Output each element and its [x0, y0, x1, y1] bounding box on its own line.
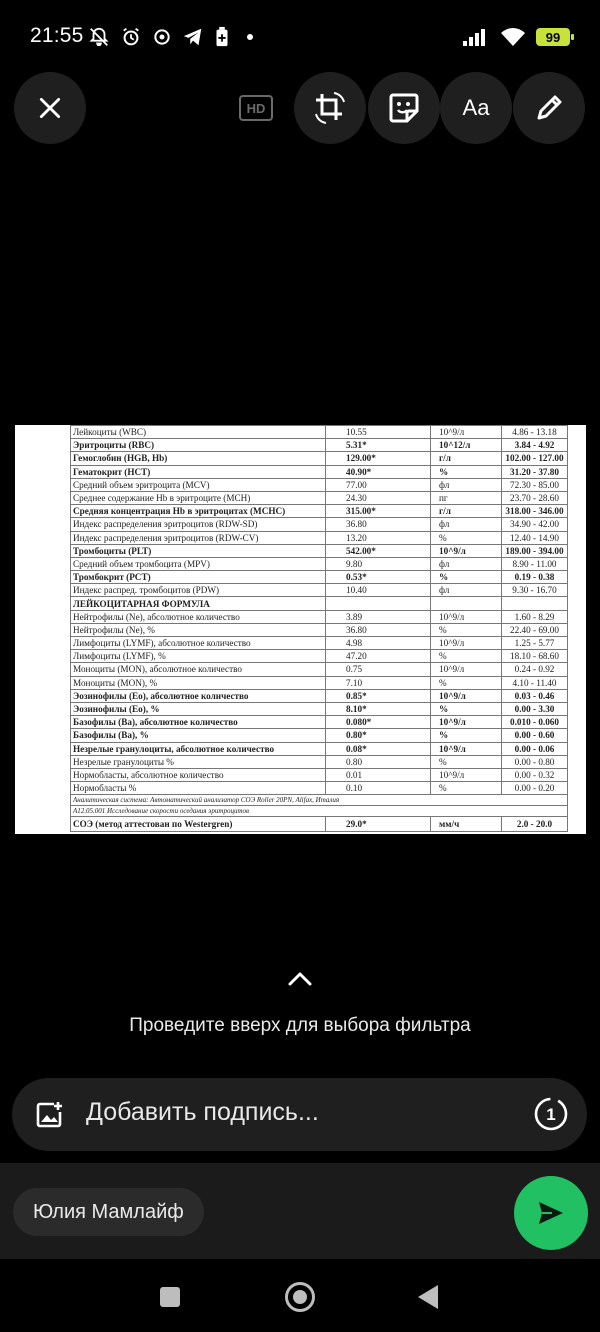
table-cell: 4.98	[326, 637, 431, 650]
table-cell: Моноциты (MON), %	[71, 676, 326, 689]
table-cell: Лейкоциты (WBC)	[71, 426, 326, 439]
table-cell: Индекс распределения эритроцитов (RDW-SD)	[71, 518, 326, 531]
recents-button[interactable]	[160, 1287, 180, 1307]
table-cell: 10^9/л	[431, 742, 502, 755]
table-row	[71, 637, 568, 650]
table-row	[71, 597, 568, 610]
crop-rotate-icon	[312, 90, 348, 126]
table-cell: фл	[431, 518, 502, 531]
table-cell: Лимфоциты (LYMF), %	[71, 650, 326, 663]
table-cell: 0.24 - 0.92	[502, 663, 568, 676]
view-once-label: 1	[546, 1105, 556, 1124]
close-button[interactable]	[14, 72, 86, 144]
send-button[interactable]	[514, 1176, 588, 1250]
sticker-button[interactable]	[368, 72, 440, 144]
table-cell: фл	[431, 478, 502, 491]
table-cell: Базофилы (Ba), %	[71, 729, 326, 742]
table-cell: Тромбоциты (PLT)	[71, 544, 326, 557]
home-button[interactable]	[285, 1282, 315, 1312]
document-image	[15, 425, 586, 834]
table-cell: 8.90 - 11.00	[502, 557, 568, 570]
table-cell: 0.75	[326, 663, 431, 676]
table-row	[71, 571, 568, 584]
wifi-icon	[500, 26, 526, 48]
table-cell: СОЭ (метод аттестован по Westergren)	[71, 817, 326, 832]
table-cell: %	[431, 531, 502, 544]
send-icon	[536, 1198, 566, 1228]
text-icon: Aa	[462, 95, 490, 120]
table-cell: 2.0 - 20.0	[502, 817, 568, 832]
table-cell: 0.00 - 0.32	[502, 768, 568, 781]
table-cell: 40.90*	[326, 465, 431, 478]
table-row	[71, 663, 568, 676]
table-cell	[326, 597, 431, 610]
close-icon	[37, 95, 63, 121]
table-cell: Гемоглобин (HGB, Hb)	[71, 452, 326, 465]
table-cell: 3.84 - 4.92	[502, 439, 568, 452]
table-row	[71, 755, 568, 768]
table-cell: 315.00*	[326, 505, 431, 518]
note-text: A12.05.001 Исследование скорости оседания эритроцитов	[71, 806, 568, 817]
table-cell: 0.19 - 0.38	[502, 571, 568, 584]
table-cell: Эозинофилы (Eo), абсолютное количество	[71, 689, 326, 702]
table-row	[71, 518, 568, 531]
table-cell: 12.40 - 14.90	[502, 531, 568, 544]
analysis-note	[71, 795, 568, 806]
table-cell: 10^9/л	[431, 544, 502, 557]
dnd-off-icon	[88, 26, 110, 48]
table-cell: 9.30 - 16.70	[502, 584, 568, 597]
pencil-icon	[533, 92, 565, 124]
table-cell: Нейтрофилы (Ne), абсолютное количество	[71, 610, 326, 623]
table-row	[71, 544, 568, 557]
table-cell: %	[431, 702, 502, 715]
table-cell: 3.89	[326, 610, 431, 623]
table-cell: Моноциты (MON), абсолютное количество	[71, 663, 326, 676]
table-cell: 36.80	[326, 623, 431, 636]
table-cell: %	[431, 676, 502, 689]
table-row	[71, 531, 568, 544]
table-cell: Нейтрофилы (Ne), %	[71, 623, 326, 636]
table-cell: 0.00 - 0.06	[502, 742, 568, 755]
bottom-bar	[0, 1163, 600, 1259]
table-cell: 1.60 - 8.29	[502, 610, 568, 623]
table-cell: фл	[431, 584, 502, 597]
table-cell: 5.31*	[326, 439, 431, 452]
table-cell: Незрелые гранулоциты %	[71, 755, 326, 768]
table-cell: %	[431, 729, 502, 742]
table-cell: 10^9/л	[431, 663, 502, 676]
add-image-icon[interactable]	[34, 1100, 64, 1130]
table-cell: 22.40 - 69.00	[502, 623, 568, 636]
table-row	[71, 742, 568, 755]
table-cell: 102.00 - 127.00	[502, 452, 568, 465]
table-cell: 10.40	[326, 584, 431, 597]
filter-hint: Проведите вверх для выбора фильтра	[129, 1015, 471, 1036]
system-nav-bar	[0, 1259, 600, 1332]
table-cell: 542.00*	[326, 544, 431, 557]
table-row	[71, 623, 568, 636]
table-row	[71, 478, 568, 491]
table-cell: 23.70 - 28.60	[502, 491, 568, 504]
table-cell: 77.00	[326, 478, 431, 491]
table-cell: %	[431, 571, 502, 584]
table-cell: 0.00 - 0.20	[502, 782, 568, 795]
battery-saver-icon	[214, 26, 230, 48]
crop-button[interactable]	[294, 72, 366, 144]
table-cell: %	[431, 755, 502, 768]
table-cell: 318.00 - 346.00	[502, 505, 568, 518]
table-cell: 0.01	[326, 768, 431, 781]
table-row	[71, 452, 568, 465]
table-cell	[502, 597, 568, 610]
table-cell: 24.30	[326, 491, 431, 504]
table-cell	[431, 597, 502, 610]
table-cell: 0.85*	[326, 689, 431, 702]
back-button[interactable]	[418, 1285, 438, 1309]
table-cell: 0.53*	[326, 571, 431, 584]
table-cell: 10^12/л	[431, 439, 502, 452]
table-row	[71, 716, 568, 729]
table-cell: 10^9/л	[431, 637, 502, 650]
table-cell: Средняя концентрация Hb в эритроцитах (MCHC)	[71, 505, 326, 518]
table-cell: 0.10	[326, 782, 431, 795]
table-row	[71, 557, 568, 570]
table-row	[71, 768, 568, 781]
table-cell: 29.0*	[326, 817, 431, 832]
table-row	[71, 782, 568, 795]
signal-icon	[462, 27, 490, 47]
table-cell: 0.08*	[326, 742, 431, 755]
table-row	[71, 650, 568, 663]
table-row	[71, 426, 568, 439]
table-cell: 8.10*	[326, 702, 431, 715]
table-cell: Среднее содержание Hb в эритроците (MCH)	[71, 491, 326, 504]
table-cell: 0.00 - 0.80	[502, 755, 568, 768]
hd-button[interactable]	[220, 72, 292, 144]
table-cell: 0.00 - 3.30	[502, 702, 568, 715]
table-cell: Эритроциты (RBC)	[71, 439, 326, 452]
notification-icons	[88, 26, 260, 48]
table-cell: 36.80	[326, 518, 431, 531]
table-cell: 31.20 - 37.80	[502, 465, 568, 478]
table-cell: ЛЕЙКОЦИТАРНАЯ ФОРМУЛА	[71, 597, 326, 610]
table-cell: Индекс распред. тромбоцитов (PDW)	[71, 584, 326, 597]
note-text: Аналитическая система: Автоматический анализатор СОЭ Roller 20PN, Alifax, Италия	[71, 795, 568, 806]
caption-input[interactable]	[12, 1078, 587, 1151]
table-cell: %	[431, 465, 502, 478]
clock: 21:55	[30, 24, 84, 47]
table-row-esr	[71, 817, 568, 832]
table-cell: 129.00*	[326, 452, 431, 465]
table-cell: 10.55	[326, 426, 431, 439]
table-cell: Нормобласты %	[71, 782, 326, 795]
table-cell: 13.20	[326, 531, 431, 544]
table-cell: г/л	[431, 505, 502, 518]
table-row	[71, 729, 568, 742]
table-row	[71, 439, 568, 452]
table-cell: 4.10 - 11.40	[502, 676, 568, 689]
recipient-chip[interactable]: Юлия Мамлайф	[13, 1188, 204, 1236]
table-cell: Эозинофилы (Eo), %	[71, 702, 326, 715]
table-cell: 47.20	[326, 650, 431, 663]
table-cell: 4.86 - 13.18	[502, 426, 568, 439]
table-cell: г/л	[431, 452, 502, 465]
table-cell: %	[431, 782, 502, 795]
hd-icon: HD	[239, 95, 273, 121]
caption-placeholder: Добавить подпись...	[86, 1098, 319, 1126]
view-once-icon[interactable]	[533, 1096, 569, 1132]
table-row	[71, 689, 568, 702]
table-row	[71, 491, 568, 504]
table-cell: 0.80*	[326, 729, 431, 742]
lab-results-table	[70, 425, 568, 832]
editor-toolbar	[0, 72, 600, 144]
table-cell: 1.25 - 5.77	[502, 637, 568, 650]
alarm-icon	[120, 26, 142, 48]
notification-icon	[152, 27, 172, 47]
text-button[interactable]	[440, 72, 512, 144]
table-cell: 0.80	[326, 755, 431, 768]
table-cell: 189.00 - 394.00	[502, 544, 568, 557]
telegram-icon	[182, 26, 204, 48]
table-cell: 0.080*	[326, 716, 431, 729]
status-bar	[0, 0, 600, 76]
table-cell: %	[431, 650, 502, 663]
battery-indicator: 99	[536, 28, 570, 46]
table-cell: 18.10 - 68.60	[502, 650, 568, 663]
table-cell: 9.80	[326, 557, 431, 570]
table-row	[71, 465, 568, 478]
table-cell: 10^9/л	[431, 689, 502, 702]
table-cell: %	[431, 623, 502, 636]
table-row	[71, 584, 568, 597]
chevron-up-icon[interactable]	[286, 968, 314, 988]
table-cell: Базофилы (Ba), абсолютное количество	[71, 716, 326, 729]
table-cell: 0.010 - 0.060	[502, 716, 568, 729]
table-cell: Тромбокрит (PCT)	[71, 571, 326, 584]
table-cell: 0.03 - 0.46	[502, 689, 568, 702]
sticker-icon	[387, 91, 421, 125]
table-cell: 10^9/л	[431, 768, 502, 781]
table-cell: Нормобласты, абсолютное количество	[71, 768, 326, 781]
table-row	[71, 702, 568, 715]
draw-button[interactable]	[513, 72, 585, 144]
dot-icon	[240, 27, 260, 47]
table-row	[71, 505, 568, 518]
table-cell: 0.00 - 0.60	[502, 729, 568, 742]
table-cell: 72.30 - 85.00	[502, 478, 568, 491]
table-cell: Лимфоциты (LYMF), абсолютное количество	[71, 637, 326, 650]
table-cell: Средний объем тромбоцита (MPV)	[71, 557, 326, 570]
table-cell: Незрелые гранулоциты, абсолютное количество	[71, 742, 326, 755]
table-cell: Средний объем эритроцита (MCV)	[71, 478, 326, 491]
table-cell: пг	[431, 491, 502, 504]
table-cell: мм/ч	[431, 817, 502, 832]
table-cell: 34.90 - 42.00	[502, 518, 568, 531]
table-cell: 10^9/л	[431, 426, 502, 439]
table-cell: фл	[431, 557, 502, 570]
table-cell: Гематокрит (HCT)	[71, 465, 326, 478]
table-cell: 7.10	[326, 676, 431, 689]
table-cell: Индекс распределения эритроцитов (RDW-CV)	[71, 531, 326, 544]
table-cell: 10^9/л	[431, 610, 502, 623]
table-row	[71, 610, 568, 623]
analysis-note	[71, 806, 568, 817]
table-cell: 10^9/л	[431, 716, 502, 729]
table-row	[71, 676, 568, 689]
